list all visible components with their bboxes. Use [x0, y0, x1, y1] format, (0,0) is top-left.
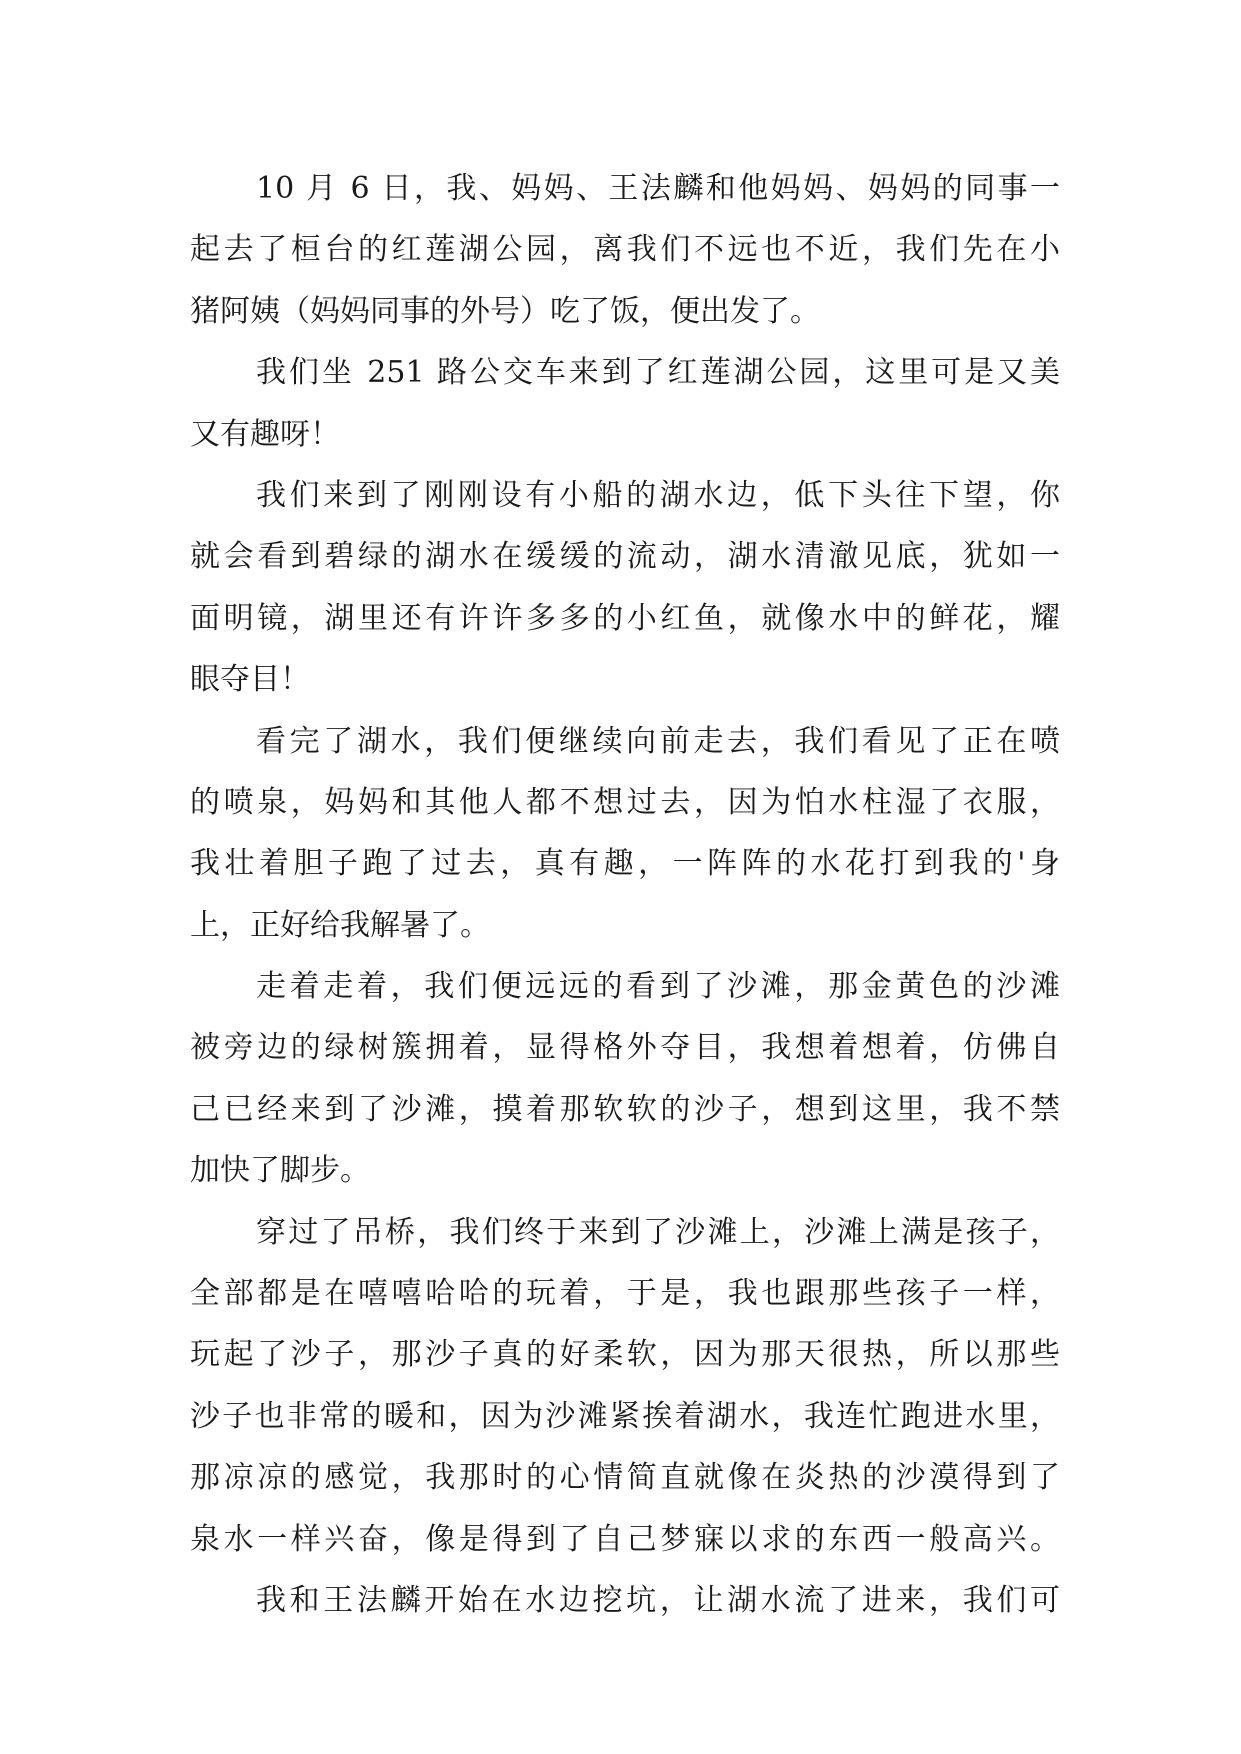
paragraph — [190, 465, 1060, 711]
text-line: 我们来到了刚刚设有小船的湖水边，低下头往下望，你 — [256, 477, 1060, 513]
paragraph — [190, 956, 1060, 1202]
text-line: 加快了脚步。 — [190, 1153, 370, 1189]
paragraph — [190, 1570, 1060, 1631]
paragraph — [190, 158, 1060, 342]
text-line: 走着走着，我们便远远的看到了沙滩，那金黄色的沙滩 — [256, 969, 1060, 1005]
text-line: 己已经来到了沙滩，摸着那软软的沙子，想到这里，我不禁 — [190, 1091, 1060, 1127]
text-line: 看完了湖水，我们便继续向前走去，我们看见了正在喷 — [256, 723, 1060, 759]
text-line: 我们坐 251 路公交车来到了红莲湖公园，这里可是又美 — [256, 355, 1060, 391]
paragraph — [190, 1202, 1060, 1570]
text-line: 我壮着胆子跑了过去，真有趣，一阵阵的水花打到我的'身 — [190, 846, 1060, 882]
text-line: 玩起了沙子，那沙子真的好柔软，因为那天很热，所以那些 — [190, 1337, 1060, 1373]
text-line: 10 月 6 日，我、妈妈、王法麟和他妈妈、妈妈的同事一 — [256, 171, 1060, 206]
document-body — [190, 158, 1060, 1631]
text-line: 眼夺目！ — [190, 662, 310, 698]
text-line: 穿过了吊桥，我们终于来到了沙滩上，沙滩上满是孩子， — [256, 1214, 1060, 1250]
text-line: 又有趣呀！ — [190, 416, 340, 452]
text-line: 面明镜，湖里还有许许多多的小红鱼，就像水中的鲜花，耀 — [190, 600, 1060, 636]
text-line: 全部都是在嘻嘻哈哈的玩着，于是，我也跟那些孩子一样， — [190, 1276, 1060, 1312]
text-line: 猪阿姨（妈妈同事的外号）吃了饭，便出发了。 — [190, 293, 820, 329]
text-line: 起去了桓台的红莲湖公园，离我们不远也不近，我们先在小 — [190, 232, 1060, 268]
text-line: 就会看到碧绿的湖水在缓缓的流动，湖水清澈见底，犹如一 — [190, 539, 1060, 575]
text-line: 被旁边的绿树簇拥着，显得格外夺目，我想着想着，仿佛自 — [190, 1030, 1060, 1066]
paragraph — [190, 711, 1060, 957]
text-line: 泉水一样兴奋，像是得到了自己梦寐以求的东西一般高兴。 — [190, 1521, 1060, 1557]
text-line: 上，正好给我解暑了。 — [190, 907, 490, 943]
text-line: 那凉凉的感觉，我那时的心情简直就像在炎热的沙漠得到了 — [190, 1460, 1060, 1496]
paragraph — [190, 342, 1060, 465]
text-line: 的喷泉，妈妈和其他人都不想过去，因为怕水柱湿了衣服， — [190, 784, 1060, 820]
text-line: 沙子也非常的暖和，因为沙滩紧挨着湖水，我连忙跑进水里， — [190, 1398, 1060, 1434]
text-line: 我和王法麟开始在水边挖坑，让湖水流了进来，我们可 — [256, 1582, 1060, 1618]
